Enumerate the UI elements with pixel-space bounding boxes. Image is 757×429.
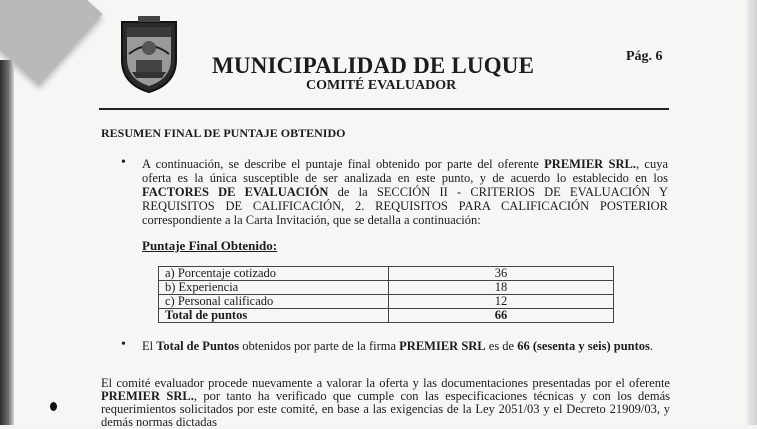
left-page-edge	[0, 60, 14, 425]
intro-paragraph: A continuación, se describe el puntaje final obtenido por parte del oferente PREMIER SRL., cuya oferta es la única susceptible de ser analizada en este punto, y de acuerdo lo establecido en los FACTORES DE EVALUACIÓN de la SECCIÓN II - CRITERIOS DE EVALUACIÓN Y REQUISITOS DE CALIFICACIÓN, 2. REQUISITOS PARA CALIFICACIÓN POSTERIOR correspondiente a la Carta Invitación, que se detalla a continuación:	[142, 157, 669, 227]
page-subtitle: COMITÉ EVALUADOR	[306, 78, 457, 93]
right-page-edge	[747, 0, 757, 425]
table-row	[159, 281, 614, 295]
row-label: c) Personal calificado	[159, 295, 389, 309]
folded-corner	[0, 0, 103, 85]
row-value: 36	[389, 267, 614, 281]
total-row	[159, 309, 614, 323]
bullet-icon: •	[121, 155, 126, 170]
row-value: 12	[389, 295, 614, 309]
row-value: 18	[389, 281, 614, 295]
bullet-icon: •	[121, 337, 126, 352]
total-paragraph: El Total de Puntos obtenidos por parte de la firma PREMIER SRL es de 66 (sesenta y seis) puntos.	[142, 339, 654, 353]
page-title: MUNICIPALIDAD DE LUQUE	[212, 53, 535, 78]
table-row	[159, 267, 614, 281]
header-divider	[99, 108, 669, 110]
municipal-seal-icon	[116, 14, 182, 94]
score-table	[158, 266, 614, 323]
row-label: b) Experiencia	[159, 281, 389, 295]
total-value: 66	[389, 309, 614, 323]
total-label: Total de puntos	[159, 309, 389, 323]
score-heading: Puntaje Final Obtenido:	[142, 238, 278, 253]
table-row	[159, 295, 614, 309]
evaluation-paragraph: El comité evaluador procede nuevamente a valorar la oferta y las documentaciones presentadas por el oferente PREMIER SRL., por tanto ha verificado que cumple con las especificaciones técnicas y con los demás requerimientos solicitados por este comité, en base a las exigencias de la Ley 2051/03 y el Decreto 21909/03, y demás normas dictadas	[101, 376, 670, 429]
page-number: Pág. 6	[626, 49, 663, 64]
section-heading: RESUMEN FINAL DE PUNTAJE OBTENIDO	[101, 126, 346, 140]
ink-speck	[50, 402, 57, 411]
row-label: a) Porcentaje cotizado	[159, 267, 389, 281]
